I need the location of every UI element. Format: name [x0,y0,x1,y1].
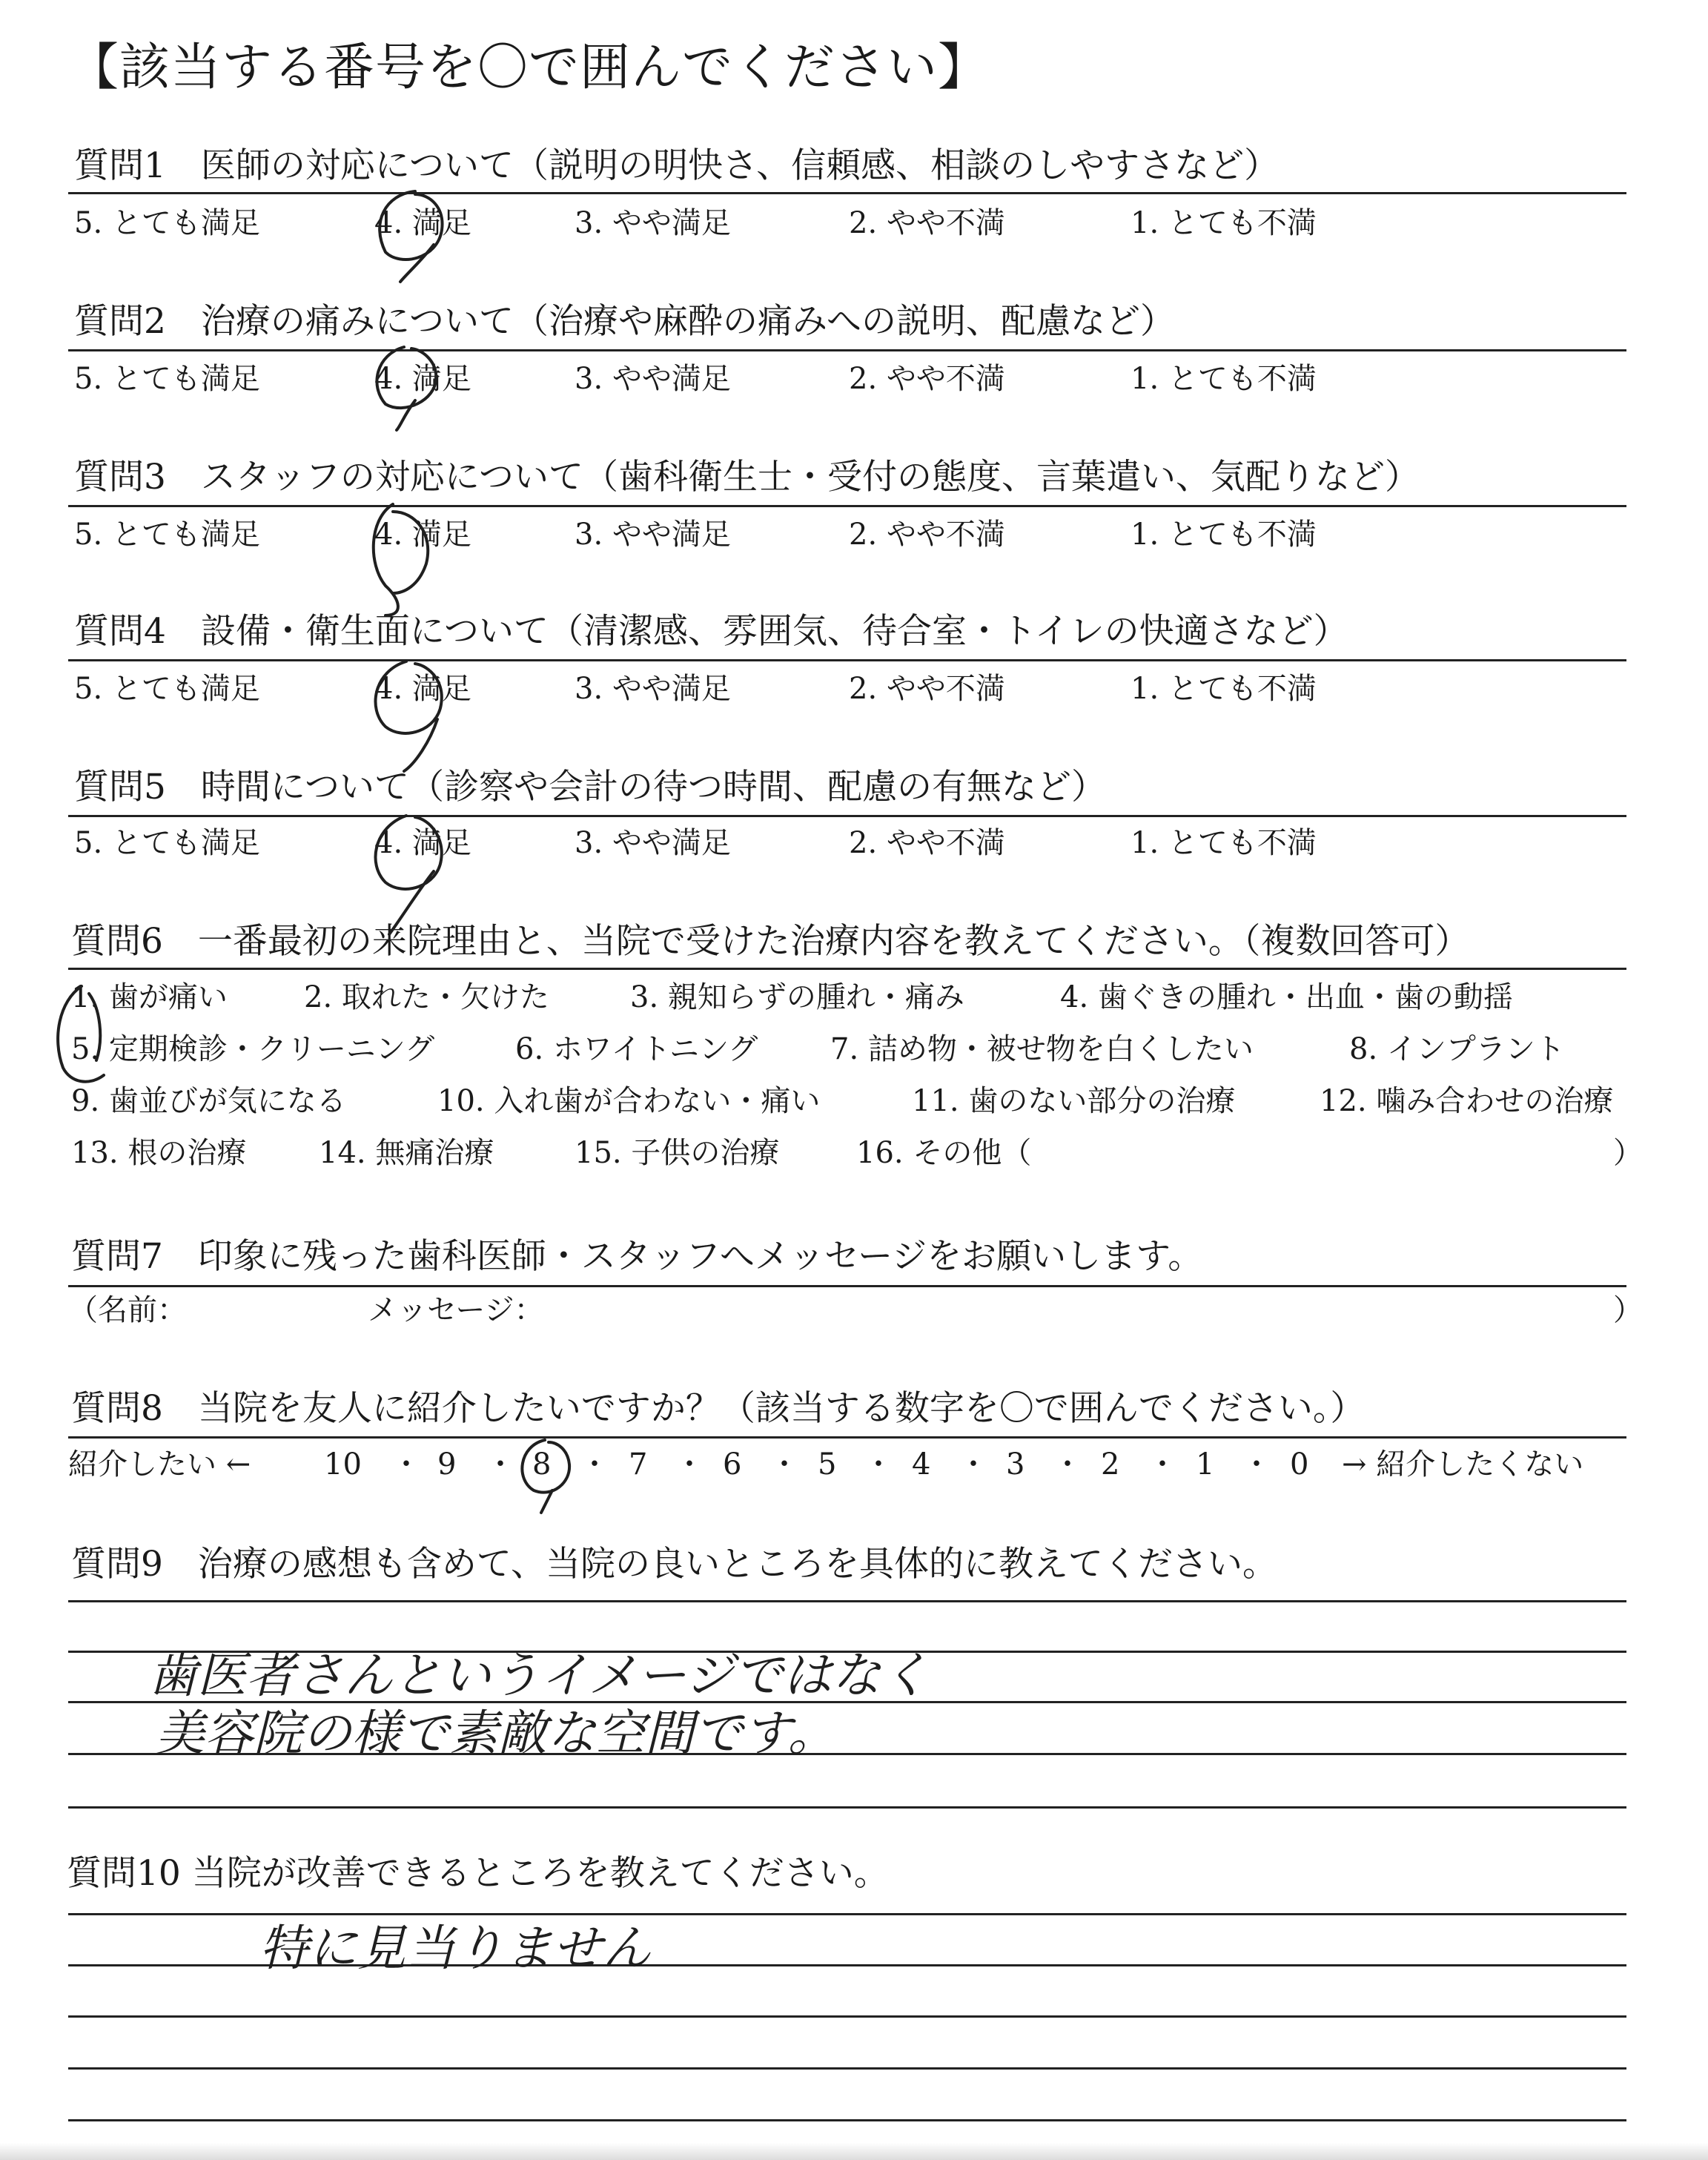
q8-scale-separator: ・ [486,1447,515,1482]
q3-option-2[interactable]: 2. やや不満 [849,518,1005,552]
q6-option-12[interactable]: 12. 噛み合わせの治療 [1320,1084,1614,1118]
q6-option-1[interactable]: 1. 歯が痛い [71,980,228,1014]
q6-selection-circle [58,986,104,1082]
q9-handwritten-line-2: 美容院の様で素敵な空間です。 [156,1705,837,1762]
q5-option-5[interactable]: 5. とても満足 [74,826,260,860]
q8-scale-7[interactable]: 7 [629,1447,648,1482]
q1-option-1[interactable]: 1. とても不満 [1131,206,1317,240]
q4-option-3[interactable]: 3. やや満足 [575,672,731,706]
q2-option-4[interactable]: 4. 満足 [374,362,471,396]
q2-option-2[interactable]: 2. やや不満 [849,362,1005,396]
q8-scale-1[interactable]: 1 [1196,1447,1215,1482]
q8-scale-separator: ・ [1148,1447,1177,1482]
q2-option-3[interactable]: 3. やや満足 [575,362,731,396]
q8-scale-separator: ・ [1242,1447,1271,1482]
q3-option-1[interactable]: 1. とても不満 [1131,518,1317,552]
q8-scale-6[interactable]: 6 [723,1447,742,1482]
q4-title: 質問4 設備・衛生面について（清潔感、雰囲気、待合室・トイレの快適さなど） [74,611,1348,652]
q6-option-6[interactable]: 6. ホワイトニング [515,1032,758,1066]
q1-option-3[interactable]: 3. やや満足 [575,206,731,240]
q8-scale-separator: ・ [864,1447,893,1482]
q8-scale-separator: ・ [675,1447,704,1482]
q1-selection-circle [380,191,442,282]
q9-title: 質問9 治療の感想も含めて、当院の良いところを具体的に教えてください。 [71,1544,1277,1585]
q7-close-paren: ） [1613,1293,1643,1327]
q4-selection-circle [376,661,442,771]
q8-scale-separator: ・ [1053,1447,1082,1482]
q8-scale-separator: ・ [391,1447,421,1482]
form-header: 【該当する番号を〇で囲んでください】 [68,39,990,97]
q1-option-5[interactable]: 5. とても満足 [74,206,260,240]
q6-option-4[interactable]: 4. 歯ぐきの腫れ・出血・歯の動揺 [1060,980,1513,1014]
q8-title: 質問8 当院を友人に紹介したいですか？（該当する数字を〇で囲んでください。） [71,1388,1366,1429]
q6-option-11[interactable]: 11. 歯のない部分の治療 [912,1084,1236,1118]
q1-option-4[interactable]: 4. 満足 [374,206,471,240]
q1-option-2[interactable]: 2. やや不満 [849,206,1005,240]
q8-scale-separator: ・ [769,1447,799,1482]
q8-left-label: 紹介したい ← [68,1447,251,1482]
q8-scale-5[interactable]: 5 [818,1447,837,1482]
q6-option-14[interactable]: 14. 無痛治療 [319,1136,494,1170]
q5-option-2[interactable]: 2. やや不満 [849,826,1005,860]
q8-scale-9[interactable]: 9 [437,1447,457,1482]
q5-selection-circle [376,816,442,934]
q10-title: 質問10 当院が改善できるところを教えてください。 [67,1853,889,1894]
q8-scale-separator: ・ [580,1447,609,1482]
q5-option-3[interactable]: 3. やや満足 [575,826,731,860]
q8-scale-4[interactable]: 4 [912,1447,931,1482]
q5-title: 質問5 時間について（診察や会計の待つ時間、配慮の有無など） [74,767,1106,807]
q6-option-16-close: ） [1613,1136,1643,1170]
q10-handwritten-answer: 特に見当りません [259,1920,651,1977]
q3-option-3[interactable]: 3. やや満足 [575,518,731,552]
q8-scale-2[interactable]: 2 [1101,1447,1120,1482]
q6-option-5[interactable]: 5. 定期検診・クリーニング [71,1032,435,1066]
q8-right-label: → 紹介したくない [1342,1447,1584,1482]
q6-option-2[interactable]: 2. 取れた・欠けた [304,980,549,1014]
q3-option-4[interactable]: 4. 満足 [374,518,471,552]
q4-option-4[interactable]: 4. 満足 [374,672,471,706]
q1-title: 質問1 医師の対応について（説明の明快さ、信頼感、相談のしやすさなど） [74,145,1280,186]
q7-message-label: メッセージ： [368,1293,544,1327]
q6-option-7[interactable]: 7. 詰め物・被せ物を白くしたい [830,1032,1254,1066]
q5-option-1[interactable]: 1. とても不満 [1131,826,1317,860]
q2-selection-circle [377,347,436,430]
q8-scale-3[interactable]: 3 [1006,1447,1025,1482]
q6-option-3[interactable]: 3. 親知らずの腫れ・痛み [630,980,964,1014]
q4-option-5[interactable]: 5. とても満足 [74,672,260,706]
q6-option-9[interactable]: 9. 歯並びが気になる [71,1084,346,1118]
q7-title: 質問7 印象に残った歯科医師・スタッフへメッセージをお願いします。 [71,1236,1203,1277]
q3-title: 質問3 スタッフの対応について（歯科衛生士・受付の態度、言葉遣い、気配りなど） [74,457,1420,498]
q4-option-1[interactable]: 1. とても不満 [1131,672,1317,706]
q2-title: 質問2 治療の痛みについて（治療や麻酔の痛みへの説明、配慮など） [74,301,1176,342]
q8-scale-10[interactable]: 10 [324,1447,362,1482]
q6-option-10[interactable]: 10. 入れ歯が合わない・痛い [437,1084,821,1118]
q6-title: 質問6 一番最初の来院理由と、当院で受けた治療内容を教えてください。（複数回答可） [71,921,1470,962]
q5-option-4[interactable]: 4. 満足 [374,826,471,860]
q2-option-5[interactable]: 5. とても満足 [74,362,260,396]
q4-option-2[interactable]: 2. やや不満 [849,672,1005,706]
q9-handwritten-line-1: 歯医者さんというイメージではなく [148,1647,930,1704]
q6-option-15[interactable]: 15. 子供の治療 [575,1136,780,1170]
q6-option-13[interactable]: 13. 根の治療 [71,1136,247,1170]
q8-scale-separator: ・ [959,1447,988,1482]
q7-name-label: （名前： [68,1293,187,1327]
q3-selection-circle [374,504,428,615]
q8-selection-circle [522,1440,569,1513]
q8-scale-8[interactable]: 8 [532,1447,552,1482]
q8-scale-0[interactable]: 0 [1290,1447,1309,1482]
q6-option-8[interactable]: 8. インプラント [1349,1032,1565,1066]
page-bottom-edge [0,2143,1708,2160]
q3-option-5[interactable]: 5. とても満足 [74,518,260,552]
q6-option-16[interactable]: 16. その他（ [856,1136,1032,1170]
q2-option-1[interactable]: 1. とても不満 [1131,362,1317,396]
